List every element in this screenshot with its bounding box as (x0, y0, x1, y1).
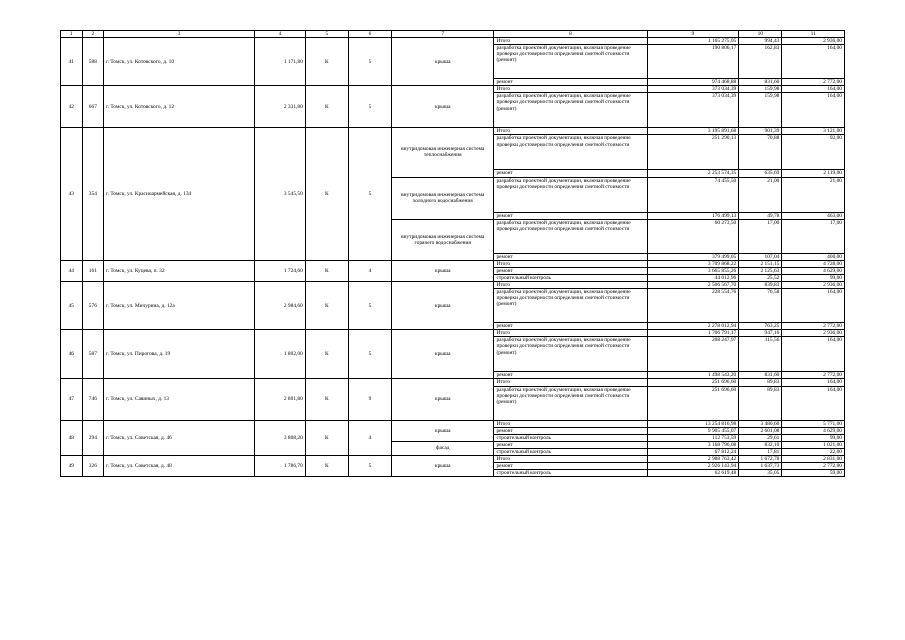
house-id: 294 (82, 420, 104, 455)
unit-cost: 763,25 (739, 323, 782, 330)
max-cost: 400,00 (782, 253, 845, 260)
work-type: строительный контроль (494, 434, 647, 441)
max-cost: 2 119,00 (782, 170, 845, 177)
work-type: Итого (494, 128, 647, 135)
area: 1 786,70 (255, 455, 306, 476)
col-header: 6 (348, 31, 391, 38)
house-id: 576 (82, 282, 104, 330)
work-type: ремонт (494, 79, 647, 86)
table-row (61, 420, 845, 427)
max-cost: 2 772,00 (782, 463, 845, 470)
work-type: Итого (494, 330, 647, 337)
col-header: 10 (739, 31, 782, 38)
work-type: строительный контроль (494, 470, 647, 477)
max-cost: 2 936,00 (782, 38, 845, 45)
max-cost: 92,00 (782, 135, 845, 170)
floors: 5 (348, 38, 391, 86)
work-type: ремонт (494, 170, 647, 177)
address: г. Томск, ул. Советская, д. 48 (104, 455, 255, 476)
work-type: ремонт (494, 253, 647, 260)
cost: 2 926 143,94 (647, 463, 739, 470)
row-number: 49 (61, 455, 83, 476)
area: 1 724,60 (255, 260, 306, 281)
cost: 3 709 868,22 (647, 260, 739, 267)
work-element: крыша (392, 455, 494, 476)
cost: 2 278 012,94 (647, 323, 739, 330)
address: г. Томск, ул. Пирогова, д. 19 (104, 330, 255, 379)
work-element: внутридомовая инженерная система холодного водоснабжения (392, 177, 494, 219)
house-id: 746 (82, 379, 104, 420)
work-type: разработка проектной документации, включая проведение проверки достоверности определения сметной стоимости (494, 219, 647, 253)
max-cost: 2 772,00 (782, 372, 845, 379)
work-type: ремонт (494, 323, 647, 330)
house-id: 354 (82, 128, 104, 260)
cost: 3 168 796,08 (647, 441, 739, 448)
work-element: крыша (392, 86, 494, 128)
work-element: крыша (392, 260, 494, 281)
cost: 74 455,50 (647, 177, 739, 212)
max-cost: 2 936,00 (782, 330, 845, 337)
unit-cost: 1 672,78 (739, 455, 782, 462)
cost: 974 468,88 (647, 79, 739, 86)
type: К (305, 128, 348, 260)
unit-cost: 25,52 (739, 274, 782, 281)
work-element: фасад (392, 441, 494, 455)
max-cost: 17,00 (782, 219, 845, 253)
max-cost: 1 021,00 (782, 441, 845, 448)
type: К (305, 379, 348, 420)
address: г. Томск, ул. Советская, д. 46 (104, 420, 255, 455)
unit-cost: 994,43 (739, 38, 782, 45)
cost: 251 696,60 (647, 386, 739, 420)
unit-cost: 635,69 (739, 170, 782, 177)
col-header: 7 (392, 31, 494, 38)
work-type: разработка проектной документации, включая проведение проверки достоверности определения сметной стоимости (ремонт) (494, 45, 647, 79)
table-row (61, 282, 845, 289)
unit-cost: 70,88 (739, 135, 782, 170)
unit-cost: 3 480,60 (739, 420, 782, 427)
cost: 190 806,17 (647, 45, 739, 79)
floors: 4 (348, 260, 391, 281)
work-type: ремонт (494, 267, 647, 274)
cost: 3 195 891,68 (647, 128, 739, 135)
row-number: 45 (61, 282, 83, 330)
work-type: строительный контроль (494, 448, 647, 455)
max-cost: 99,00 (782, 434, 845, 441)
work-type: разработка проектной документации, включая проведение проверки достоверности определения сметной стоимости (ремонт) (494, 93, 647, 128)
max-cost: 21,00 (782, 177, 845, 212)
unit-cost: 832,10 (739, 441, 782, 448)
cost: 112 753,59 (647, 434, 739, 441)
house-id: 588 (82, 38, 104, 86)
max-cost: 22,00 (782, 448, 845, 455)
row-number: 41 (61, 38, 83, 86)
work-element: крыша (392, 420, 494, 441)
work-type: ремонт (494, 441, 647, 448)
unit-cost: 839,83 (739, 282, 782, 289)
cost: 9 905 455,07 (647, 427, 739, 434)
col-header: 4 (255, 31, 306, 38)
cost: 2 506 567,70 (647, 282, 739, 289)
cost: 3 665 855,26 (647, 267, 739, 274)
col-header: 8 (494, 31, 647, 38)
area: 3 808,20 (255, 420, 306, 455)
work-element: крыша (392, 330, 494, 379)
unit-cost: 35,05 (739, 470, 782, 477)
unit-cost: 29,61 (739, 434, 782, 441)
table-row (61, 260, 845, 267)
work-type: Итого (494, 282, 647, 289)
address: г. Томск, ул. Куцева, п. 32 (104, 260, 255, 281)
row-number: 46 (61, 330, 83, 379)
max-cost: 99,00 (782, 274, 845, 281)
col-header: 9 (647, 31, 739, 38)
table-row (61, 38, 845, 45)
row-number: 44 (61, 260, 83, 281)
max-cost: 4 728,00 (782, 260, 845, 267)
table-row (61, 330, 845, 337)
work-element: крыша (392, 379, 494, 420)
col-header: 5 (305, 31, 348, 38)
max-cost: 4 629,00 (782, 267, 845, 274)
max-cost: 5 771,00 (782, 420, 845, 427)
unit-cost: 947,16 (739, 330, 782, 337)
max-cost: 164,00 (782, 289, 845, 323)
house-id: 587 (82, 330, 104, 379)
floors: 5 (348, 282, 391, 330)
max-cost: 2 772,00 (782, 323, 845, 330)
table-row (61, 86, 845, 93)
cost: 251 696,60 (647, 379, 739, 386)
type: К (305, 282, 348, 330)
work-type: ремонт (494, 463, 647, 470)
floors: 9 (348, 379, 391, 420)
unit-cost: 89,83 (739, 386, 782, 420)
type: К (305, 330, 348, 379)
max-cost: 164,00 (782, 93, 845, 128)
unit-cost: 107,04 (739, 253, 782, 260)
cost: 1 706 791,17 (647, 330, 739, 337)
work-type: ремонт (494, 212, 647, 219)
col-header: 11 (782, 31, 845, 38)
document-page (60, 30, 845, 477)
unit-cost: 2 151,15 (739, 260, 782, 267)
unit-cost: 76,58 (739, 289, 782, 323)
table-row (61, 379, 845, 386)
table-row (61, 455, 845, 462)
type: К (305, 38, 348, 86)
floors: 4 (348, 420, 391, 455)
row-number: 43 (61, 128, 83, 260)
row-number: 42 (61, 86, 83, 128)
floors: 5 (348, 86, 391, 128)
unit-cost: 831,60 (739, 372, 782, 379)
house-id: 667 (82, 86, 104, 128)
unit-cost: 2 601,08 (739, 427, 782, 434)
unit-cost: 159,98 (739, 93, 782, 128)
area: 2 984,60 (255, 282, 306, 330)
work-type: разработка проектной документации, включая проведение проверки достоверности определения сметной стоимости (ремонт) (494, 386, 647, 420)
cost: 1 165 275,05 (647, 38, 739, 45)
unit-cost: 162,83 (739, 45, 782, 79)
cost: 373 034,39 (647, 93, 739, 128)
house-id: 326 (82, 455, 104, 476)
max-cost: 2 936,00 (782, 282, 845, 289)
type: К (305, 420, 348, 455)
max-cost: 4 629,00 (782, 427, 845, 434)
work-type: ремонт (494, 372, 647, 379)
cost: 251 290,13 (647, 135, 739, 170)
work-type: разработка проектной документации, включая проведение проверки достоверности определения сметной стоимости (494, 177, 647, 212)
cost: 13 254 816,98 (647, 420, 739, 427)
cost: 208 247,97 (647, 337, 739, 372)
max-cost: 164,00 (782, 86, 845, 93)
cost: 228 554,76 (647, 289, 739, 323)
cost: 62 619,48 (647, 470, 739, 477)
area: 1 802,00 (255, 330, 306, 379)
cost: 1 498 543,20 (647, 372, 739, 379)
unit-cost: 901,39 (739, 128, 782, 135)
work-type: Итого (494, 86, 647, 93)
work-element: внутридомовая инженерная система горячего водоснабжения (392, 219, 494, 260)
address: г. Томск, ул. Котовского, д. 10 (104, 38, 255, 86)
unit-cost: 21,00 (739, 177, 782, 212)
max-cost: 164,00 (782, 386, 845, 420)
area: 3 545,50 (255, 128, 306, 260)
unit-cost: 17,81 (739, 448, 782, 455)
row-number: 47 (61, 379, 83, 420)
unit-cost: 1 637,73 (739, 463, 782, 470)
floors: 5 (348, 455, 391, 476)
unit-cost: 115,56 (739, 337, 782, 372)
work-element: крыша (392, 38, 494, 86)
work-type: Итого (494, 420, 647, 427)
capital-repair-table (60, 30, 845, 477)
max-cost: 2 831,00 (782, 455, 845, 462)
type: К (305, 260, 348, 281)
max-cost: 164,00 (782, 45, 845, 79)
area: 2 801,80 (255, 379, 306, 420)
work-type: разработка проектной документации, включая проведение проверки достоверности определения сметной стоимости (ремонт) (494, 337, 647, 372)
work-type: ремонт (494, 427, 647, 434)
cost: 60 273,50 (647, 219, 739, 253)
work-type: разработка проектной документации, включая проведение проверки достоверности определения сметной стоимости (ремонт) (494, 289, 647, 323)
floors: 5 (348, 128, 391, 260)
work-type: Итого (494, 260, 647, 267)
address: г. Томск, ул. Савиных, д. 13 (104, 379, 255, 420)
cost: 373 034,39 (647, 86, 739, 93)
address: г. Томск, ул. Мичурина, д. 12а (104, 282, 255, 330)
header-row (61, 31, 845, 38)
area: 1 171,80 (255, 38, 306, 86)
type: К (305, 86, 348, 128)
col-header: 3 (104, 31, 255, 38)
cost: 176 499,13 (647, 212, 739, 219)
table-row (61, 128, 845, 135)
work-element: внутридомовая инженерная система теплоснабжения (392, 128, 494, 177)
unit-cost: 831,60 (739, 79, 782, 86)
work-type: строительный контроль (494, 274, 647, 281)
unit-cost: 2 125,63 (739, 267, 782, 274)
col-header: 1 (61, 31, 83, 38)
unit-cost: 89,83 (739, 379, 782, 386)
cost: 379 499,05 (647, 253, 739, 260)
max-cost: 164,00 (782, 337, 845, 372)
col-header: 2 (82, 31, 104, 38)
area: 2 331,80 (255, 86, 306, 128)
work-element: крыша (392, 282, 494, 330)
cost: 67 812,24 (647, 448, 739, 455)
cost: 2 988 763,42 (647, 455, 739, 462)
unit-cost: 17,00 (739, 219, 782, 253)
max-cost: 463,00 (782, 212, 845, 219)
max-cost: 2 772,00 (782, 79, 845, 86)
work-type: Итого (494, 379, 647, 386)
max-cost: 59,00 (782, 470, 845, 477)
cost: 44 012,96 (647, 274, 739, 281)
work-type: Итого (494, 455, 647, 462)
work-type: разработка проектной документации, включая проведение проверки достоверности определения сметной стоимости (494, 135, 647, 170)
cost: 2 253 574,35 (647, 170, 739, 177)
floors: 5 (348, 330, 391, 379)
type: К (305, 455, 348, 476)
address: г. Томск, ул. Красноармейская, д. 134 (104, 128, 255, 260)
max-cost: 164,00 (782, 379, 845, 386)
row-number: 48 (61, 420, 83, 455)
unit-cost: 49,78 (739, 212, 782, 219)
max-cost: 3 121,00 (782, 128, 845, 135)
house-id: 161 (82, 260, 104, 281)
address: г. Томск, ул. Котовского, д. 12 (104, 86, 255, 128)
work-type: Итого (494, 38, 647, 45)
unit-cost: 159,98 (739, 86, 782, 93)
